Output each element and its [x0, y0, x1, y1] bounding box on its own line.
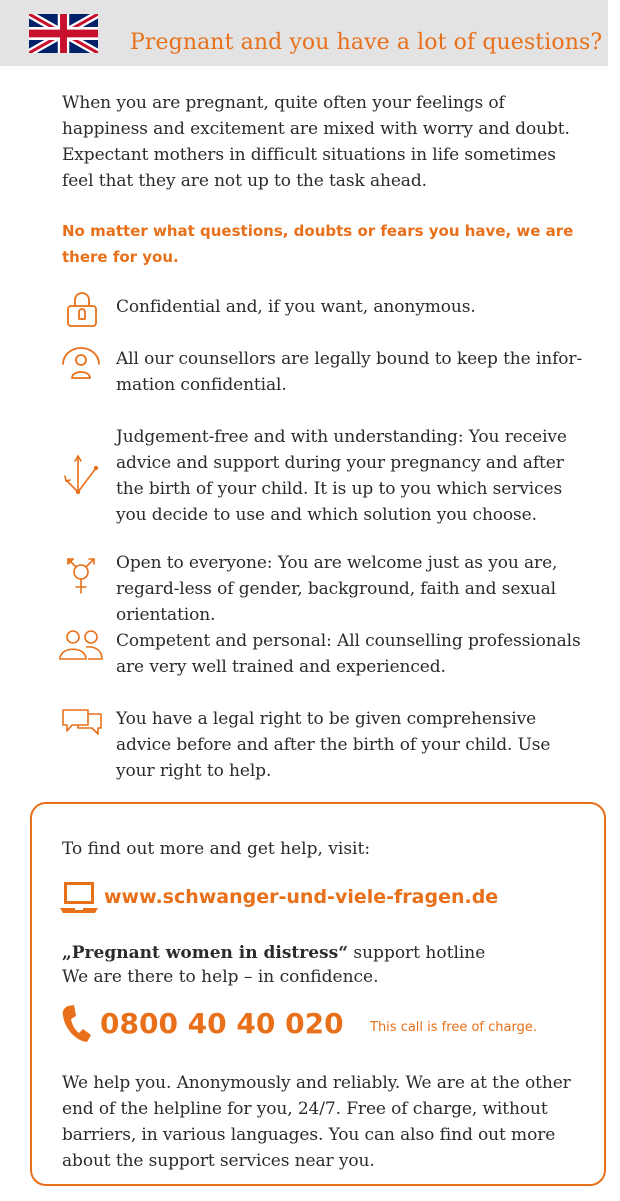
feature-confidential: Confidential and, if you want, anonymous. [116, 297, 476, 317]
counsellor-person-icon [60, 346, 102, 382]
feature-legal-right: You have a legal right to be given comprehensive advice before and after the birth of your child. Use your right to help. [116, 709, 551, 781]
branching-paths-icon [60, 452, 100, 498]
hotline-phone-number[interactable]: 0800 40 40 020 [100, 1007, 344, 1040]
info-intro: To find out more and get help, visit: [62, 839, 371, 859]
padlock-icon [64, 290, 100, 328]
gender-symbol-icon [62, 554, 100, 600]
intro-paragraph: When you are pregnant, quite often your feelings of happiness and excitement are mixed with worry and doubt. Expectant mothers in difficult situations in life sometimes feel that they are not up to the task ahead. [62, 93, 570, 191]
website-link[interactable]: www.schwanger-und-viele-fragen.de [104, 886, 499, 908]
header-bar [0, 0, 608, 66]
two-people-icon [58, 628, 104, 662]
hotline-name: „Pregnant women in distress“ [62, 943, 348, 963]
hotline-suffix: support hotline [347, 943, 486, 963]
uk-flag-icon [29, 14, 98, 53]
feature-competent: Competent and personal: All counselling professionals are very well trained and experienced. [116, 631, 581, 677]
laptop-icon [60, 880, 98, 916]
phone-icon [62, 1004, 92, 1044]
closing-paragraph: We help you. Anonymously and reliably. We are at the other end of the helpline for you, 24/7. Free of charge, without barriers, in various languages. You can also find out more about the support services near you. [62, 1073, 571, 1171]
hotline-subtext: We are there to help – in confidence. [62, 967, 379, 987]
speech-bubbles-icon [60, 706, 104, 738]
callout-text: No matter what questions, doubts or fears you have, we are there for you. [62, 222, 574, 266]
free-call-note: This call is free of charge. [370, 1020, 537, 1035]
hotline-line [62, 940, 485, 966]
page-title: Pregnant and you have a lot of questions? [130, 30, 603, 55]
feature-judgement-free: Judgement-free and with understanding: You receive advice and support during your pregnancy and after the birth of your child. It is up to you which services you decide to use and which solution you choose. [116, 427, 567, 525]
feature-legal-bound: All our counsellors are legally bound to keep the infor-mation confidential. [116, 349, 583, 395]
feature-open-to-everyone: Open to everyone: You are welcome just as you are, regard-less of gender, background, faith and sexual orientation. [116, 553, 558, 625]
